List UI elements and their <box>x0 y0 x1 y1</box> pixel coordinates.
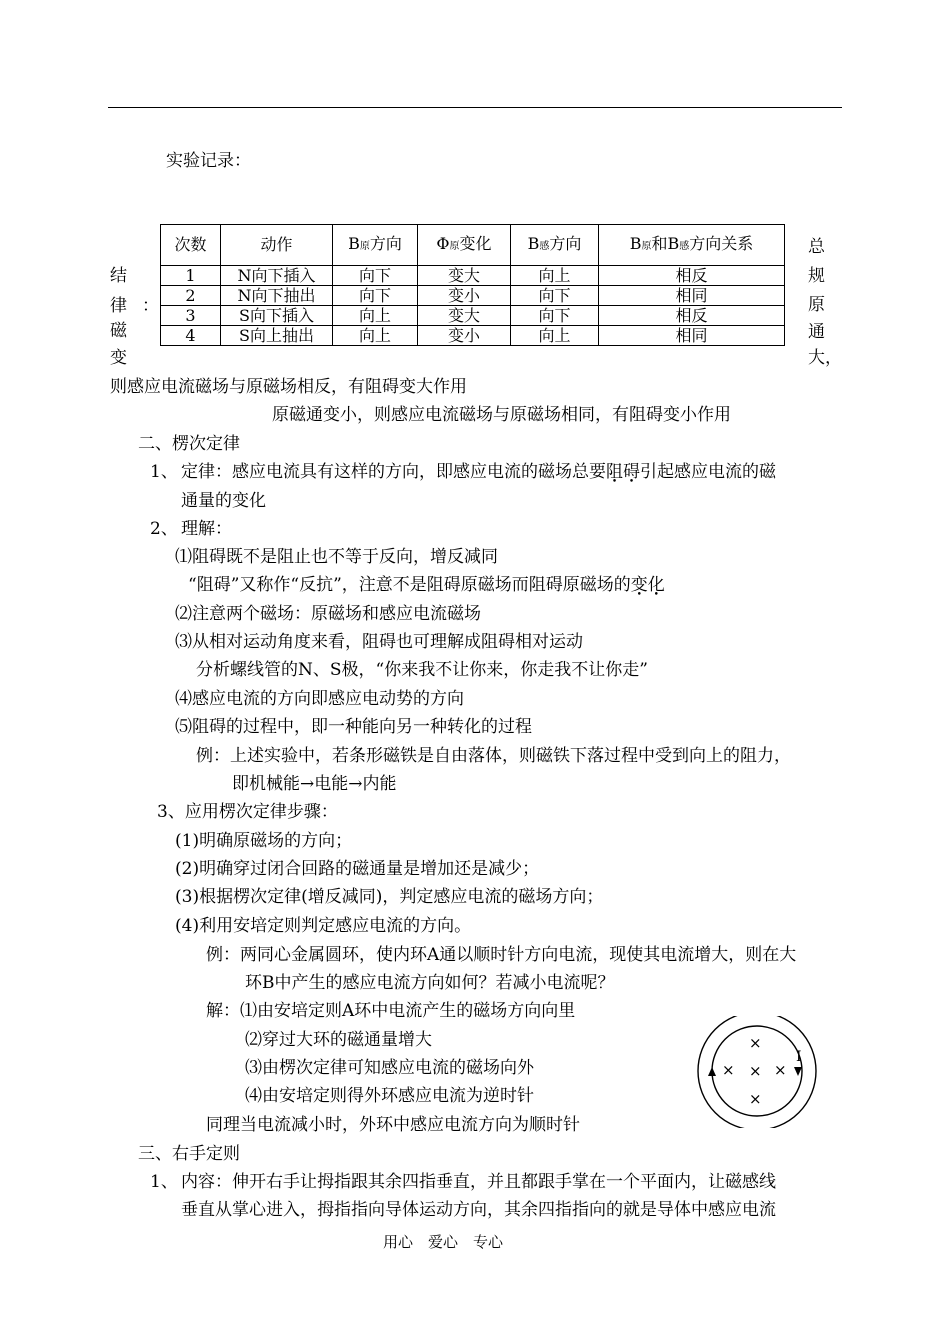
understand-item-3: ⑶从相对运动角度来看，阻碍也可理解成阻碍相对运动 <box>175 632 583 652</box>
side-right-4: 通 <box>808 322 825 342</box>
side-right-2: 规 <box>808 266 825 286</box>
table-cell: 相同 <box>599 286 785 306</box>
understand-item-1: ⑴阻碍既不是阻止也不等于反向，增反减同 <box>175 547 498 567</box>
table-cell: 变小 <box>418 326 511 346</box>
right-hand-number: 1、 <box>150 1172 178 1192</box>
table-cell: 向上 <box>511 326 599 346</box>
section-2-title: 二、楞次定律 <box>138 434 240 454</box>
header-flux-change: Φ原变化 <box>418 225 511 266</box>
step-4: (4)利用安培定则判定感应电流的方向。 <box>175 916 472 936</box>
table-cell: 变小 <box>418 286 511 306</box>
law-number: 1、 <box>150 462 178 482</box>
table-cell: S向下插入 <box>221 306 333 326</box>
table-cell: 相反 <box>599 306 785 326</box>
table-cell: N向下插入 <box>221 266 333 286</box>
table-cell: 向下 <box>333 266 418 286</box>
page-footer: 用心 爱心 专心 <box>383 1233 504 1251</box>
right-arrow-icon <box>794 1067 802 1076</box>
table-cell: 向上 <box>333 326 418 346</box>
cross-mark: × <box>749 1090 762 1108</box>
understand-item-5-example: 例：上述实验中，若条形磁铁是自由落体，则磁铁下落过程中受到向上的阻力， <box>196 746 791 766</box>
table-cell: S向上抽出 <box>221 326 333 346</box>
solution-conclusion: 同理当电流减小时，外环中感应电流方向为顺时针 <box>206 1115 580 1135</box>
table-cell: 相同 <box>599 326 785 346</box>
header-count: 次数 <box>161 225 221 266</box>
header-direction-relation: B原和B感方向关系 <box>599 225 785 266</box>
understand-title: 理解： <box>181 519 232 539</box>
cross-mark: × <box>749 1034 762 1052</box>
header-rule <box>108 107 842 108</box>
side-left-3: 磁 <box>110 321 127 341</box>
side-left-2: 律 <box>110 296 127 316</box>
example-question: 例：两同心金属圆环，使内环A通以顺时针方向电流，现使其电流增大，则在大 <box>206 945 797 965</box>
left-arrow-icon <box>708 1067 716 1076</box>
understand-item-3-note: 分析螺线管的N、S极，“你来我不让你来，你走我不让你走” <box>196 660 648 680</box>
side-left-1: 结 <box>110 266 127 286</box>
law-text-continued: 通量的变化 <box>181 491 266 511</box>
understand-number: 2、 <box>150 519 178 539</box>
cross-mark: × <box>722 1061 735 1079</box>
cross-mark: × <box>749 1062 762 1080</box>
table-cell: N向下抽出 <box>221 286 333 306</box>
header-b-orig-direction: B原方向 <box>333 225 418 266</box>
understand-item-2: ⑵注意两个磁场：原磁场和感应电流磁场 <box>175 604 481 624</box>
solution-step-2: ⑵穿过大环的磁通量增大 <box>245 1030 432 1050</box>
side-left-4: 变 <box>110 348 127 368</box>
table-cell: 向下 <box>511 306 599 326</box>
cross-mark: × <box>774 1061 787 1079</box>
table-cell: 3 <box>161 306 221 326</box>
table-cell: 变大 <box>418 266 511 286</box>
side-right-3: 原 <box>808 295 825 315</box>
right-hand-content-cont: 垂直从掌心进入，拇指指向导体运动方向，其余四指指向的就是导体中感应电流 <box>181 1200 776 1220</box>
step-1: (1)明确原磁场的方向； <box>175 831 353 851</box>
understand-item-1-note: “阻碍”又称作“反抗”，注意不是阻碍原磁场而阻碍原磁场的变化 <box>188 575 665 595</box>
right-hand-content: 内容：伸开右手让拇指跟其余四指垂直，并且都跟手掌在一个平面内，让磁感线 <box>181 1172 776 1192</box>
table-row <box>161 306 785 326</box>
table-header-row <box>161 225 785 266</box>
side-left-colon: ： <box>142 296 159 316</box>
table-cell: 向上 <box>511 266 599 286</box>
summary-line-2: 原磁通变小，则感应电流磁场与原磁场相同，有阻碍变小作用 <box>272 405 731 425</box>
solution-step-1: 解：⑴由安培定则A环中电流产生的磁场方向向里 <box>206 1001 576 1021</box>
side-right-1: 总 <box>808 237 825 257</box>
record-title: 实验记录： <box>166 151 251 171</box>
table-row <box>161 266 785 286</box>
header-b-induced-direction: B感方向 <box>511 225 599 266</box>
table-cell: 4 <box>161 326 221 346</box>
summary-line-1: 则感应电流磁场与原磁场相反，有阻碍变大作用 <box>110 377 467 397</box>
understand-item-5-example-cont: 即机械能→电能→内能 <box>232 774 397 794</box>
example-question-cont: 环B中产生的感应电流方向如何？若减小电流呢？ <box>245 973 615 993</box>
experiment-table <box>160 224 785 346</box>
side-right-5: 大， <box>808 348 842 368</box>
section-3-title: 三、右手定则 <box>138 1144 240 1164</box>
step-2: (2)明确穿过闭合回路的磁通量是增加还是减少； <box>175 859 540 879</box>
table-cell: 变大 <box>418 306 511 326</box>
table-cell: 向下 <box>333 286 418 306</box>
header-action: 动作 <box>221 225 333 266</box>
solution-step-3: ⑶由楞次定律可知感应电流的磁场向外 <box>245 1058 534 1078</box>
solution-step-4: ⑷由安培定则得外环感应电流为逆时针 <box>245 1086 534 1106</box>
law-text: 定律：感应电流具有这样的方向，即感应电流的磁场总要阻碍引起感应电流的磁 <box>181 462 776 482</box>
concentric-rings-figure <box>695 1016 825 1128</box>
table-row <box>161 326 785 346</box>
table-cell: 向下 <box>511 286 599 306</box>
table-cell: 1 <box>161 266 221 286</box>
understand-item-5: ⑸阻碍的过程中，即一种能向另一种转化的过程 <box>175 717 532 737</box>
step-3: (3)根据楞次定律(增反减同)，判定感应电流的磁场方向； <box>175 887 604 907</box>
table-cell: 相反 <box>599 266 785 286</box>
table-cell: 2 <box>161 286 221 306</box>
steps-title: 3、应用楞次定律步骤： <box>157 802 338 822</box>
table-row <box>161 286 785 306</box>
understand-item-4: ⑷感应电流的方向即感应电动势的方向 <box>175 689 464 709</box>
current-label: I <box>796 1049 802 1065</box>
table-cell: 向上 <box>333 306 418 326</box>
